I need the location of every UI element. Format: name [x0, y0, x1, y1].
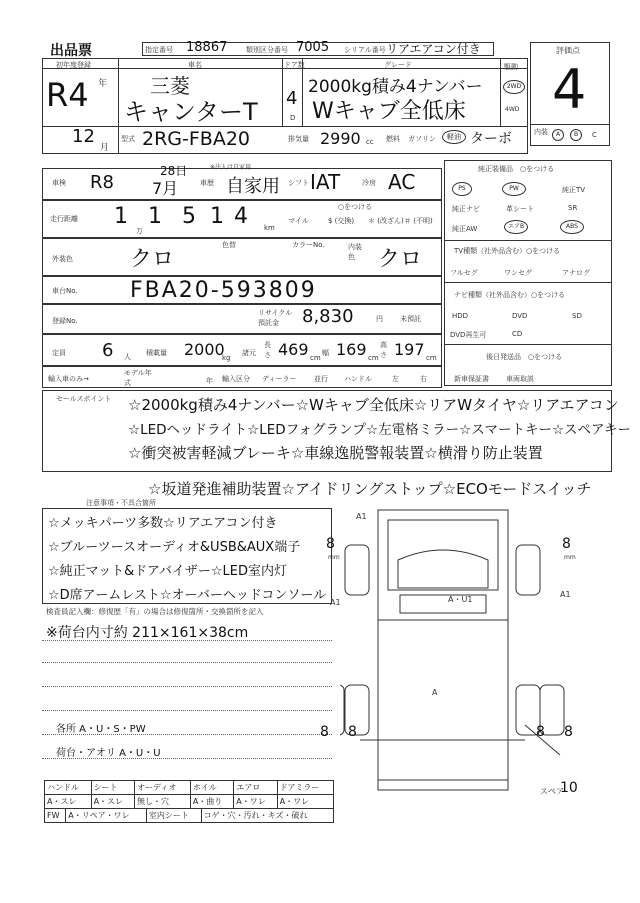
- load-unit: kg: [222, 354, 231, 362]
- note-line-4: ☆D席アームレスト☆オーバーヘッドコンソール: [48, 588, 327, 603]
- width: 169: [336, 340, 367, 359]
- legend-interior-seat: 室内シート: [146, 809, 201, 823]
- equip-abs: ABS: [560, 220, 584, 234]
- year-suffix: 年: [98, 79, 108, 89]
- mile-label: マイル: [288, 217, 309, 225]
- displacement-unit: cc: [366, 138, 374, 146]
- mileage-digit-4: 1: [210, 204, 224, 229]
- equip-ps: PS: [452, 182, 472, 196]
- first-reg-label: 初年度登録: [56, 61, 91, 69]
- equip-aw: 純正AW: [452, 225, 478, 233]
- interior-grade-label: 内装: [534, 128, 548, 136]
- length: 469: [278, 340, 309, 359]
- legend-aero-val: A・ワレ: [234, 795, 277, 809]
- shift: IAT: [310, 170, 341, 194]
- exterior-color: クロ: [130, 247, 175, 272]
- note-dotline-4: [42, 710, 332, 711]
- diagram-a1-top: A1: [356, 512, 367, 521]
- recycle-amount: 8,830: [302, 306, 354, 327]
- month-suffix: 月: [100, 143, 110, 153]
- fuel-gas: ガソリン: [408, 135, 436, 143]
- spare-value: 10: [560, 780, 578, 796]
- tv-full: フルセグ: [450, 269, 478, 277]
- mm-fr: mm: [564, 554, 576, 561]
- model-year-label: モデル年式: [124, 369, 152, 387]
- legend-mirror-val: A・ワレ: [277, 795, 333, 809]
- usage-note: ※法人は自家用: [210, 164, 252, 171]
- circle-note: ○をつける: [338, 203, 373, 211]
- height: 197: [394, 340, 425, 359]
- grade-label: グレード: [384, 61, 412, 69]
- manual: 車両取説: [506, 375, 534, 383]
- color-change: 色替: [222, 241, 236, 249]
- drive-label: 駆動: [504, 63, 518, 71]
- interior-grade-a: A: [552, 129, 564, 141]
- bed-line: 荷台・アオリ A・U・U: [56, 748, 161, 759]
- equip-sr: SR: [568, 204, 578, 212]
- note-dotline-1: [42, 640, 332, 641]
- length-label: 長さ: [264, 341, 271, 359]
- type-no: 7005: [296, 40, 330, 55]
- legend-interior-val: コゲ・穴・汚れ・キズ・破れ: [201, 809, 333, 823]
- load-label: 積載量: [146, 349, 167, 357]
- capacity: 6: [102, 340, 114, 361]
- first-reg-year: R4: [46, 76, 89, 114]
- import-right: 右: [420, 375, 427, 383]
- exchanged-label: $ (交換): [328, 217, 355, 225]
- import-handle: ハンドル: [344, 375, 372, 383]
- import-dealer: ディーラー: [262, 375, 297, 383]
- sales-line-4: ☆坂道発進補助装置☆アイドリングストップ☆ECOモードスイッチ: [148, 480, 592, 498]
- length-unit: cm: [310, 354, 321, 362]
- tire-rear-right-inner: 8: [536, 724, 545, 740]
- width-label: 幅: [322, 349, 329, 357]
- model-code: 2RG-FBA20: [142, 128, 251, 150]
- score-label: 評価点: [556, 46, 580, 55]
- height-label: 高さ: [380, 341, 387, 359]
- usage-label: 車歴: [200, 179, 214, 187]
- tire-front-right: 8: [562, 536, 571, 552]
- chassis-no: FBA20-593809: [130, 278, 317, 303]
- reg-no-label: 指定番号: [145, 46, 173, 54]
- import-class: 輸入区分: [222, 375, 250, 383]
- diagram-au1: A・U1: [448, 595, 473, 604]
- shaken-day: 28日: [160, 164, 188, 178]
- drive-2wd: 2WD: [503, 80, 525, 94]
- man-unit: 万: [136, 227, 143, 235]
- legend-handle-val: A・スレ: [45, 795, 92, 809]
- interior-color: クロ: [378, 247, 423, 272]
- shaken-era: R8: [90, 172, 114, 193]
- serial-value: リアエアコン付き: [386, 42, 481, 56]
- equip-pw: PW: [502, 182, 526, 196]
- serial-label: シリアル番号: [344, 46, 386, 54]
- grade-line2: Wキャブ全低床: [312, 99, 466, 124]
- grade-line1: 2000kg積み4ナンバー: [308, 77, 483, 97]
- spare-label: スペア: [540, 787, 564, 796]
- equip-header: 純正装備品 ○をつける: [478, 165, 555, 173]
- equip-navi: 純正ナビ: [452, 205, 480, 213]
- maker: 三菱: [150, 74, 190, 98]
- parts-line: 各所 A・U・S・PW: [56, 724, 146, 735]
- tire-rear-left-inner: 8: [348, 724, 357, 740]
- navi-sd: SD: [572, 312, 582, 320]
- import-year-unit: 年: [206, 377, 213, 385]
- tire-rear-left-outer: 8: [320, 724, 329, 740]
- mileage-digit-5: 4: [234, 204, 248, 229]
- import-label: 輸入車のみ→: [48, 375, 89, 383]
- notes-label: 注意事項・不具合箇所: [86, 499, 156, 507]
- note-line-2: ☆ブルーツースオーディオ&USB&AUX端子: [48, 540, 301, 555]
- width-unit: cm: [368, 354, 379, 362]
- legend-audio: オーディオ: [134, 781, 190, 795]
- usage: 自家用: [226, 176, 280, 197]
- legend-table-2: [44, 808, 334, 823]
- height-unit: cm: [426, 354, 437, 362]
- doors-label: ドア数: [284, 61, 305, 69]
- equip-div-3: [444, 344, 612, 345]
- note-dotline-3: [42, 686, 332, 687]
- navi-type-header: ナビ種類（社外品含む）○をつける: [454, 291, 566, 299]
- legend-fw: FW: [45, 809, 66, 823]
- navi-hdd: HDD: [452, 312, 469, 320]
- diagram-a1-right: A1: [560, 590, 571, 599]
- legend-seat-val: A・スレ: [91, 795, 134, 809]
- equip-airbag: エアB: [504, 220, 528, 234]
- size-label: 諸元: [242, 349, 256, 357]
- model-name: キャンターT: [124, 98, 258, 126]
- tv-type-header: TV種類（社外品含む）○をつける: [454, 247, 561, 255]
- first-reg-month: 12: [72, 126, 95, 147]
- doors: 4: [286, 88, 298, 109]
- name-label: 車名: [188, 61, 202, 69]
- navi-cd: CD: [512, 330, 523, 338]
- diagram-a: A: [432, 688, 438, 697]
- tv-one: ワンセグ: [504, 269, 532, 277]
- page-title: 出品票: [50, 43, 92, 59]
- capacity-unit: 人: [124, 353, 131, 361]
- interior-color-label: 内装色: [348, 243, 362, 261]
- rear-header: 後日発送品 ○をつける: [486, 353, 563, 361]
- legend-table: [44, 780, 334, 809]
- mileage-label: 走行距離: [50, 215, 78, 223]
- note-dotline-2: [42, 662, 332, 663]
- vehicle-divider-1: [118, 58, 119, 154]
- import-left: 左: [392, 375, 399, 383]
- ac-label: 冷房: [362, 179, 376, 187]
- note-dotline-5: [42, 734, 332, 735]
- equip-div-1: [444, 240, 612, 241]
- registration-label: 登録No.: [52, 317, 78, 325]
- shift-label: シフト: [288, 179, 309, 187]
- model-code-label: 型式: [121, 135, 135, 143]
- tv-analog: アナログ: [562, 269, 590, 277]
- vehicle-hline: [42, 126, 528, 127]
- drive-4wd: 4WD: [505, 106, 520, 113]
- score-value: 4: [552, 58, 587, 121]
- tire-rear-right-outer: 8: [564, 724, 573, 740]
- displacement: 2990: [320, 129, 361, 148]
- load: 2000: [184, 340, 225, 359]
- equip-tv: 純正TV: [562, 186, 586, 194]
- cargo-size: ※荷台内寸約 211×161×38cm: [46, 625, 249, 641]
- chassis-label: 車台No.: [52, 287, 78, 295]
- legend-fw-val: A・リペア・ワレ: [66, 809, 147, 823]
- mileage-digit-2: 1: [148, 204, 162, 229]
- recycle-unit: 円: [376, 315, 383, 323]
- navi-dvd: DVD: [512, 312, 528, 320]
- unregistered: 未預託: [400, 315, 421, 323]
- legend-seat: シート: [91, 781, 134, 795]
- interior-grade-c: C: [592, 131, 597, 139]
- note-line-3: ☆純正マット&ドアバイザー☆LED室内灯: [48, 564, 287, 579]
- equip-div-2: [444, 282, 612, 283]
- note-line-1: ☆メッキパーツ多数☆リアエアコン付き: [48, 516, 278, 531]
- capacity-label: 定員: [52, 349, 66, 357]
- repair-note: 検査員記入欄：修復歴「有」の場合は修復箇所・交換箇所を記入: [46, 607, 264, 616]
- exterior-label: 外装色: [52, 255, 73, 263]
- fuel-diesel: 軽油: [442, 130, 466, 144]
- sales-points-label: セールスポイント: [56, 395, 112, 403]
- note-dotline-6: [42, 758, 332, 759]
- ac: AC: [388, 170, 416, 194]
- legend-audio-val: 無し・穴: [134, 795, 190, 809]
- navi-dvd-play: DVD再生可: [450, 331, 487, 339]
- tampered-label: ＊ (改ざん): [368, 217, 404, 225]
- mm-fl: mm: [328, 554, 340, 561]
- legend-wheel: ホイル: [190, 781, 233, 795]
- recycle-label: リサイクル預託金: [258, 309, 293, 327]
- tire-front-left: 8: [326, 536, 335, 552]
- shaken-month: 7月: [152, 179, 179, 198]
- sales-line-2: ☆LEDヘッドライト☆LEDフォグランプ☆左電格ミラー☆スマートキー☆スペアキー: [128, 422, 632, 438]
- legend-aero: エアロ: [234, 781, 277, 795]
- km-unit: km: [264, 224, 275, 232]
- doors-suffix: D: [290, 114, 296, 122]
- displacement-label: 排気量: [288, 135, 309, 143]
- diagram-a1-mid: A1: [330, 598, 341, 607]
- legend-wheel-val: A・曲り: [190, 795, 233, 809]
- equip-leather: 革シート: [506, 205, 534, 213]
- shaken-label: 車検: [52, 179, 66, 187]
- mileage-digit-3: 5: [182, 204, 196, 229]
- mileage-digit-1: 1: [114, 204, 128, 229]
- fuel-label: 燃料: [386, 135, 400, 143]
- import-parallel: 並行: [314, 375, 328, 383]
- new-car-cert: 新車保証書: [454, 375, 489, 383]
- legend-mirror: ドアミラー: [277, 781, 333, 795]
- reg-no: 18867: [186, 40, 228, 55]
- sales-line-1: ☆2000kg積み4ナンバー☆Wキャブ全低床☆リアWタイヤ☆リアエアコン: [128, 396, 619, 414]
- legend-handle: ハンドル: [45, 781, 92, 795]
- color-no-label: カラーNo.: [292, 241, 325, 249]
- type-no-label: 類別区分番号: [246, 46, 288, 54]
- fuel-turbo: ターボ: [470, 131, 512, 147]
- interior-grade-b: B: [570, 129, 582, 141]
- sales-line-3: ☆衝突被害軽減ブレーキ☆車線逸脱警報装置☆横滑り防止装置: [128, 444, 543, 462]
- unknown-label: ＃ (不明): [404, 217, 433, 225]
- score-divider: [530, 124, 610, 125]
